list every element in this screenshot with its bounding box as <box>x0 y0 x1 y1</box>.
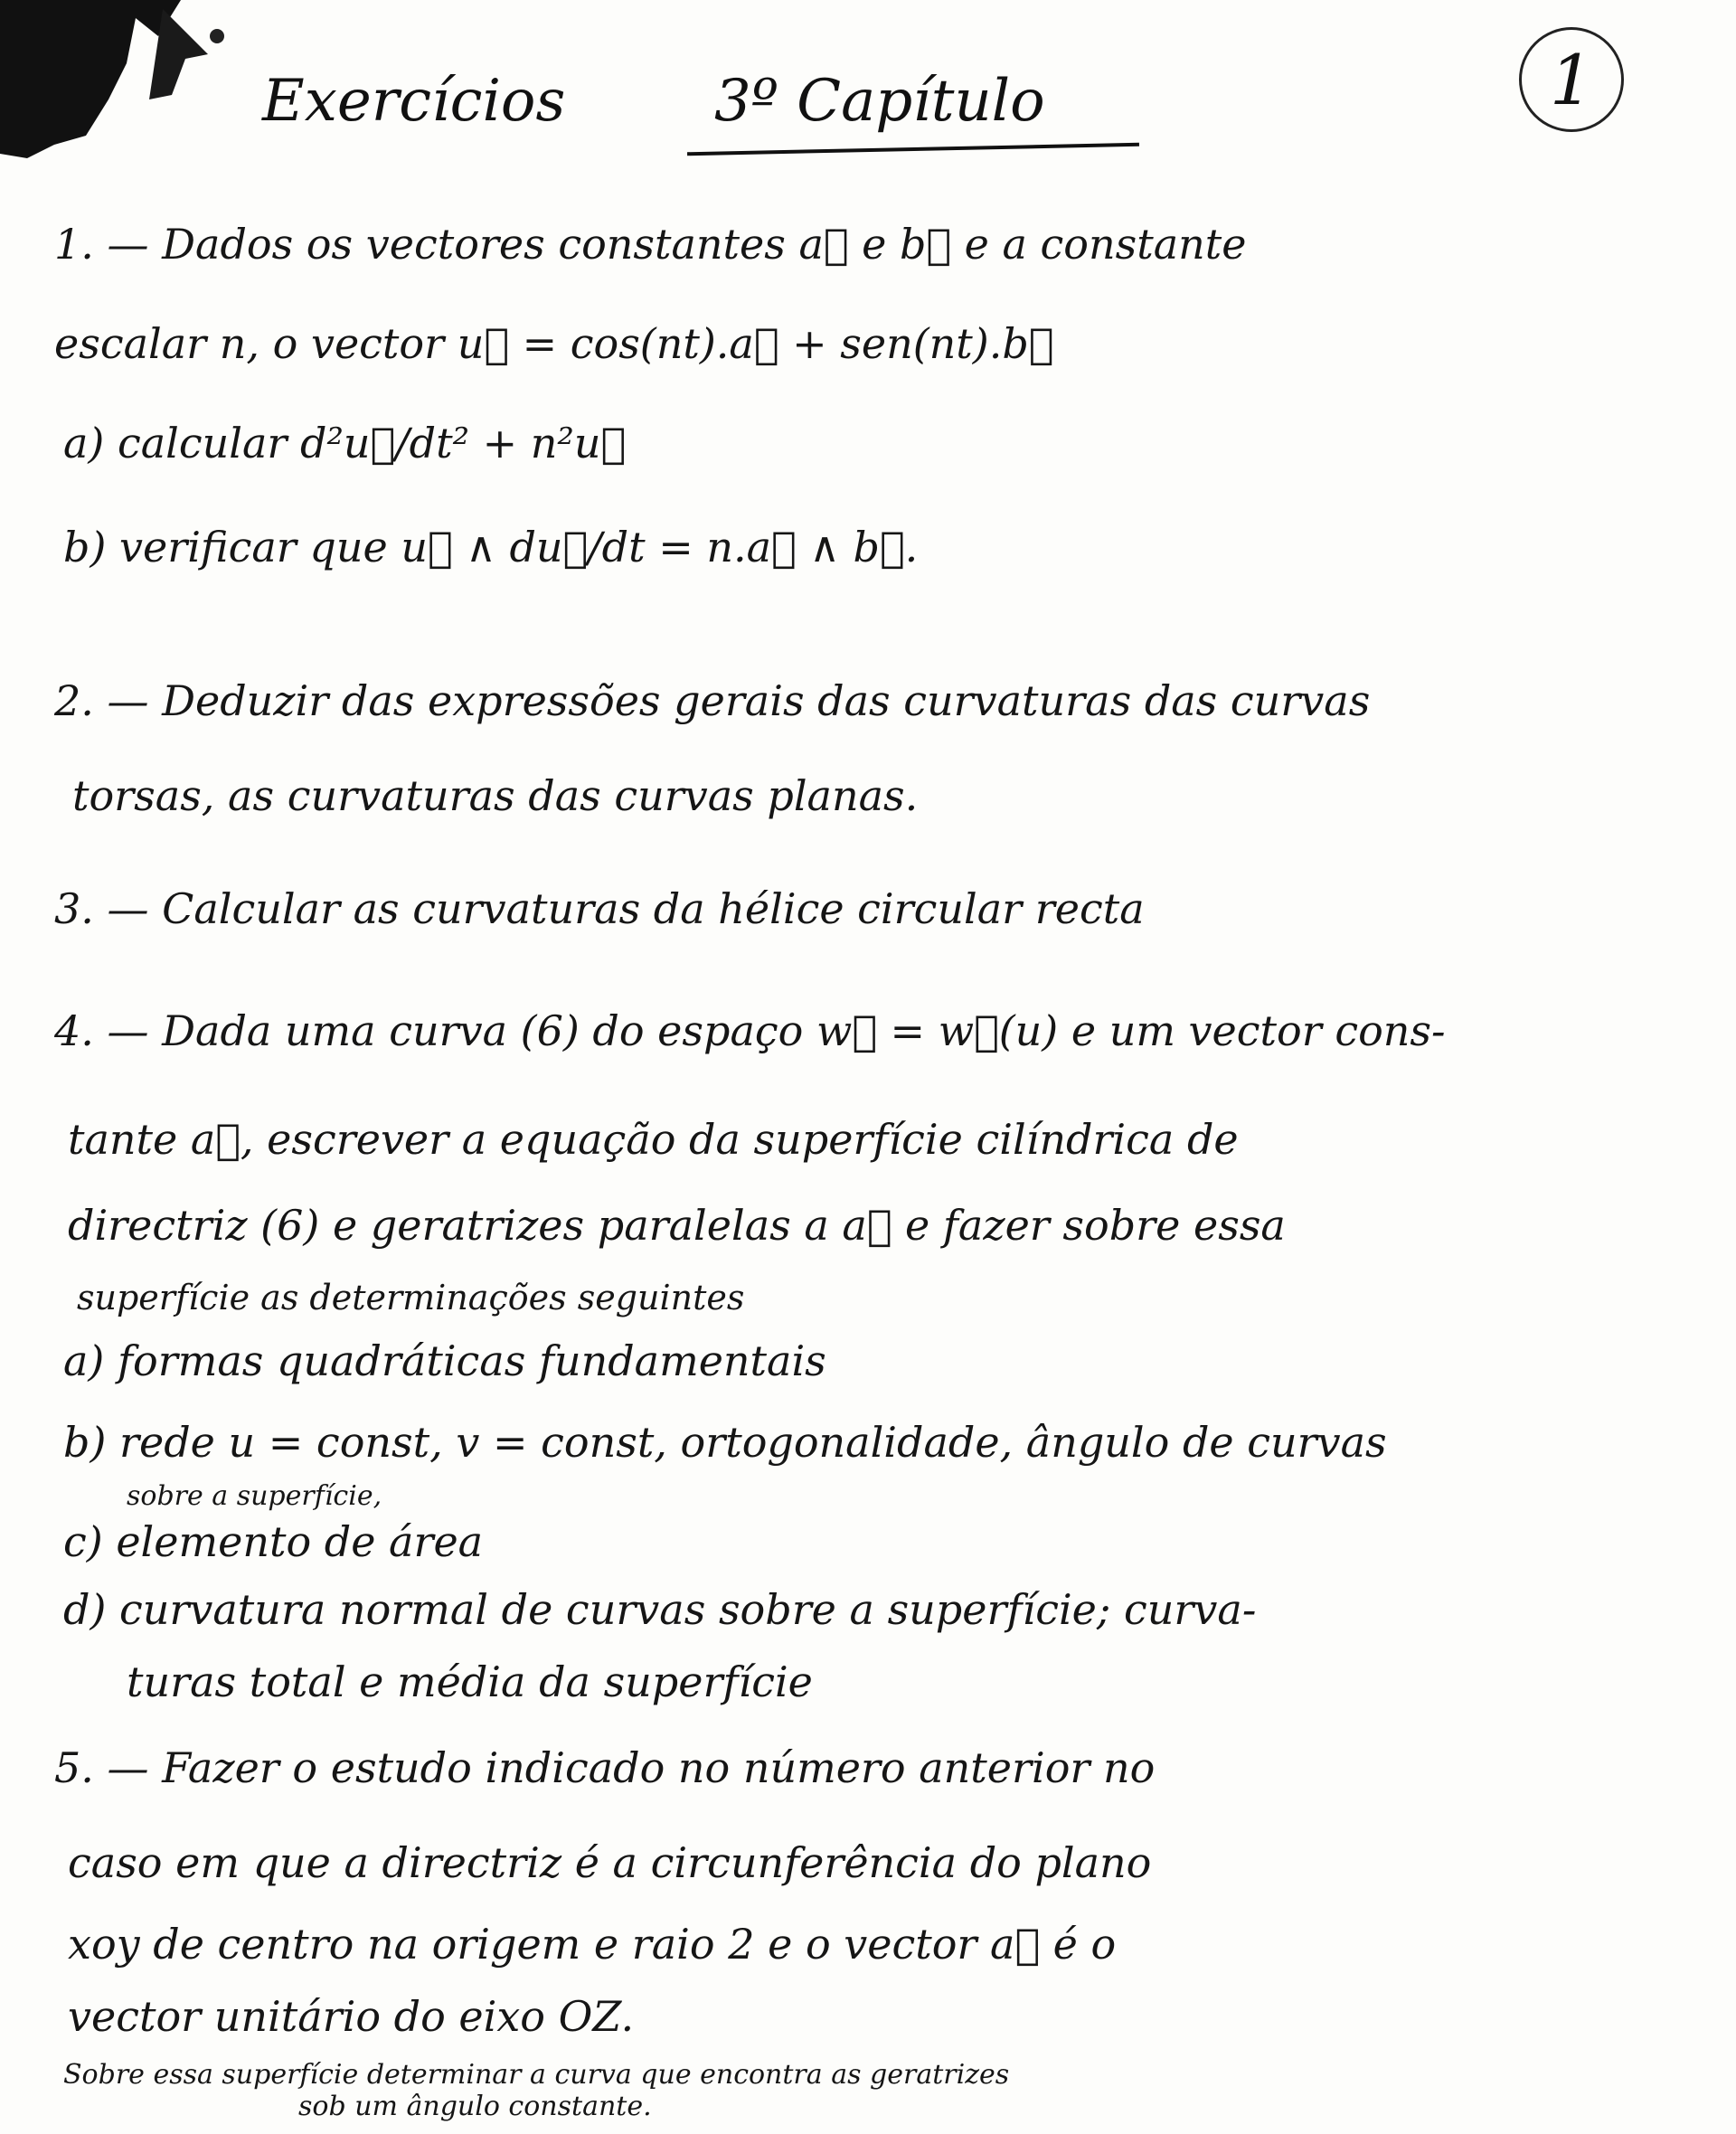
exercise-5-line-4: vector unitário do eixo OZ. <box>68 1992 635 2041</box>
exercise-5-line-2: caso em que a directriz é a circunferência do plano <box>68 1838 1152 1887</box>
exercise-4-line-2: tante a⃗, escrever a equação da superfície cilíndrica de <box>68 1115 1239 1164</box>
title-exercicios: Exercícios <box>262 68 566 135</box>
ink-blot-corner <box>0 0 235 163</box>
exercise-2-line-1: 2. — Deduzir das expressões gerais das curvaturas das curvas <box>54 676 1371 725</box>
exercise-4-line-1: 4. — Dada uma curva (6) do espaço w⃗ = w⃗(u) e um vector cons- <box>54 1006 1446 1055</box>
exercise-1-part-a: a) calcular d²u⃗/dt² + n²u⃗ <box>63 419 627 467</box>
title-row <box>262 50 1257 158</box>
exercise-4-line-3: directriz (6) e geratrizes paralelas a a⃗ e fazer sobre essa <box>68 1201 1286 1250</box>
exercise-4-part-c: c) elemento de área <box>63 1517 484 1566</box>
exercise-1-line-1: 1. — Dados os vectores constantes a⃗ e b⃗ e a constante <box>54 220 1247 269</box>
exercise-5-line-6: sob um ângulo constante. <box>298 2091 652 2122</box>
page-number-circle <box>1519 27 1624 132</box>
exercise-3-line-1: 3. — Calcular as curvaturas da hélice circular recta <box>54 884 1145 933</box>
exercise-4-part-a: a) formas quadráticas fundamentais <box>63 1336 826 1385</box>
exercise-5-line-5: Sobre essa superfície determinar a curva que encontra as geratrizes <box>63 2059 1010 2091</box>
exercise-4-part-d: d) curvatura normal de curvas sobre a superfície; curva- <box>63 1585 1257 1634</box>
exercise-4-part-b-note: sobre a superfície, <box>127 1480 382 1512</box>
page-number: 1 <box>1549 39 1594 120</box>
title-underline <box>687 143 1139 156</box>
exercise-4-part-b: b) rede u = const, v = const, ortogonalidade, ângulo de curvas <box>63 1418 1387 1467</box>
exercise-2-line-2: torsas, as curvaturas das curvas planas. <box>72 771 919 820</box>
exercise-5-line-1: 5. — Fazer o estudo indicado no número anterior no <box>54 1743 1156 1792</box>
exercise-1-line-2: escalar n, o vector u⃗ = cos(nt).a⃗ + sen(nt).b⃗ <box>54 319 1054 368</box>
exercise-4-part-d-cont: turas total e média da superfície <box>127 1657 813 1706</box>
exercise-5-line-3: xoy de centro na origem e raio 2 e o vector a⃗ é o <box>68 1920 1117 1969</box>
title-chapter: 3º Capítulo <box>714 68 1045 135</box>
exercise-1-part-b: b) verificar que u⃗ ∧ du⃗/dt = n.a⃗ ∧ b⃗. <box>63 523 919 571</box>
exercise-4-line-4: superfície as determinações seguintes <box>77 1278 745 1317</box>
